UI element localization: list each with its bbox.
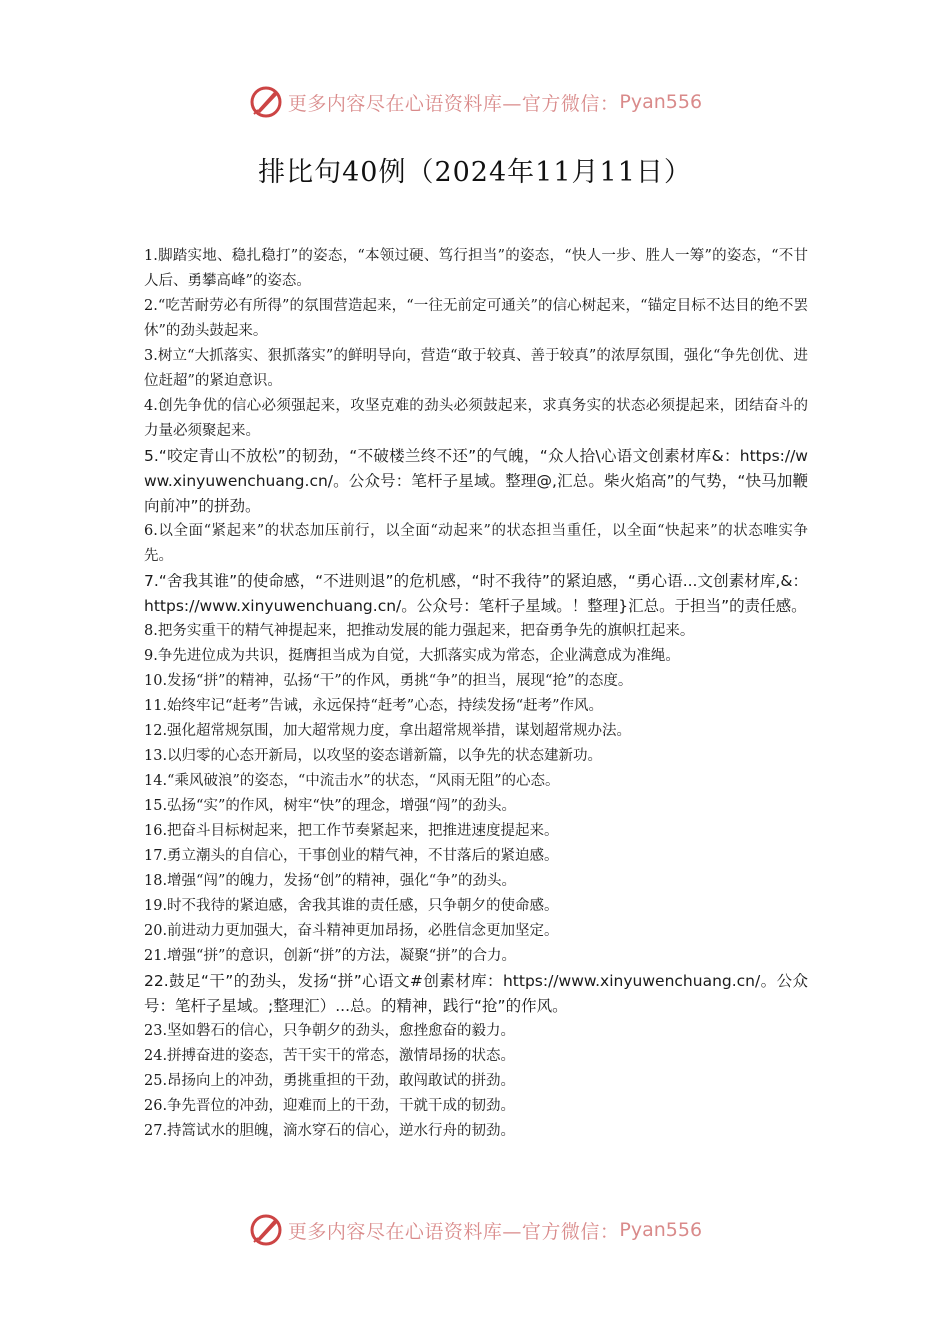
header-banner: [0, 82, 950, 122]
list-item: 8.把务实重干的精气神提起来，把推动发展的能力强起来，把奋勇争先的旗帜扛起来。: [144, 623, 695, 639]
list-item: 15.弘扬“实”的作风，树牢“快”的理念，增强“闯”的劲头。: [144, 798, 517, 814]
document-body: [144, 244, 808, 1144]
banner-wechat-id: Pyan556: [619, 91, 703, 113]
list-item: 19.时不我待的紧迫感，舍我其谁的责任感，只争朝夕的使命感。: [144, 898, 559, 914]
list-item: 16.把奋斗目标树起来，把工作节奏紧起来，把推进速度提起来。: [144, 823, 559, 839]
list-item: 24.拼搏奋进的姿态，苦干实干的常态，激情昂扬的状态。: [144, 1048, 516, 1064]
list-item: 5.“咬定青山不放松”的韧劲，“不破楼兰终不还”的气魄，“众人拾\心语文创素材库&：https://www.xinyuwenchuang.cn/。公众号：笔杆子星域。整理@,汇总。柴火焰高”的气势，“快马加鞭向前冲”的拼劲。: [144, 447, 808, 515]
list-item: 25.昂扬向上的冲劲，勇挑重担的干劲，敢闯敢试的拼劲。: [144, 1073, 516, 1089]
list-item: 10.发扬“拼”的精神，弘扬“干”的作风，勇挑“争”的担当，展现“抢”的态度。: [144, 673, 633, 689]
list-item: 13.以归零的心态开新局，以攻坚的姿态谱新篇，以争先的状态建新功。: [144, 748, 603, 764]
banner-wechat-id: Pyan556: [619, 1219, 703, 1241]
list-item: 27.持篙试水的胆魄，滴水穿石的信心，逆水行舟的韧劲。: [144, 1123, 516, 1139]
list-item: 7.“舍我其谁”的使命感，“不进则退”的危机感，“时不我待”的紧迫感，“勇心语...文创素材库,&：https://www.xinyuwenchuang.cn/。公众号：笔杆子星域。！整理}汇总。于担当”的责任感。: [144, 572, 808, 615]
list-item: 22.鼓足“干”的劲头，发扬“拼”心语文#创素材库：https://www.xinyuwenchuang.cn/。公众号：笔杆子星域。;整理汇）...总。的精神，践行“抢”的作风。: [144, 972, 808, 1015]
list-item: 21.增强“拼”的意识，创新“拼”的方法，凝聚“拼”的合力。: [144, 948, 517, 964]
list-item: 17.勇立潮头的自信心，干事创业的精气神，不甘落后的紧迫感。: [144, 848, 559, 864]
list-item: 12.强化超常规氛围，加大超常规力度，拿出超常规举措，谋划超常规办法。: [144, 723, 632, 739]
list-item: 3.树立“大抓落实、狠抓落实”的鲜明导向，营造“敢于较真、善于较真”的浓厚氛围，强化“争先创优、进位赶超”的紧迫意识。: [144, 348, 808, 389]
banner-text: 更多内容尽在心语资料库—官方微信：: [287, 1220, 620, 1243]
list-item: 20.前进动力更加强大，奋斗精神更加昂扬，必胜信念更加坚定。: [144, 923, 559, 939]
list-item: 11.始终牢记“赶考”告诫，永远保持“赶考”心态，持续发扬“赶考”作风。: [144, 698, 604, 714]
list-item: 23.坚如磐石的信心，只争朝夕的劲头，愈挫愈奋的毅力。: [144, 1023, 516, 1039]
list-item: 18.增强“闯”的魄力，发扬“创”的精神，强化“争”的劲头。: [144, 873, 517, 889]
quill-logo-icon: [248, 84, 284, 120]
list-item: 4.创先争优的信心必须强起来，攻坚克难的劲头必须鼓起来，求真务实的状态必须提起来，团结奋斗的力量必须聚起来。: [144, 398, 808, 439]
list-item: 2.“吃苦耐劳必有所得”的氛围营造起来，“一往无前定可通关”的信心树起来，“锚定目标不达目的绝不罢休”的劲头鼓起来。: [144, 298, 808, 339]
list-item: 14.“乘风破浪”的姿态，“中流击水”的状态，“风雨无阻”的心态。: [144, 773, 560, 789]
footer-banner: [0, 1210, 950, 1250]
page-title: 排比句40例（2024年11月11日）: [258, 157, 692, 188]
banner-text: 更多内容尽在心语资料库—官方微信：: [287, 92, 620, 115]
list-item: 9.争先进位成为共识，挺膺担当成为自觉，大抓落实成为常态，企业满意成为准绳。: [144, 648, 680, 664]
quill-logo-icon: [248, 1212, 284, 1248]
list-item: 26.争先晋位的冲劲，迎难而上的干劲，干就干成的韧劲。: [144, 1098, 516, 1114]
list-item: 6.以全面“紧起来”的状态加压前行，以全面“动起来”的状态担当重任，以全面“快起来”的状态唯实争先。: [144, 523, 808, 564]
list-item: 1.脚踏实地、稳扎稳打”的姿态，“本领过硬、笃行担当”的姿态，“快人一步、胜人一筹”的姿态，“不甘人后、勇攀高峰”的姿态。: [144, 248, 808, 289]
